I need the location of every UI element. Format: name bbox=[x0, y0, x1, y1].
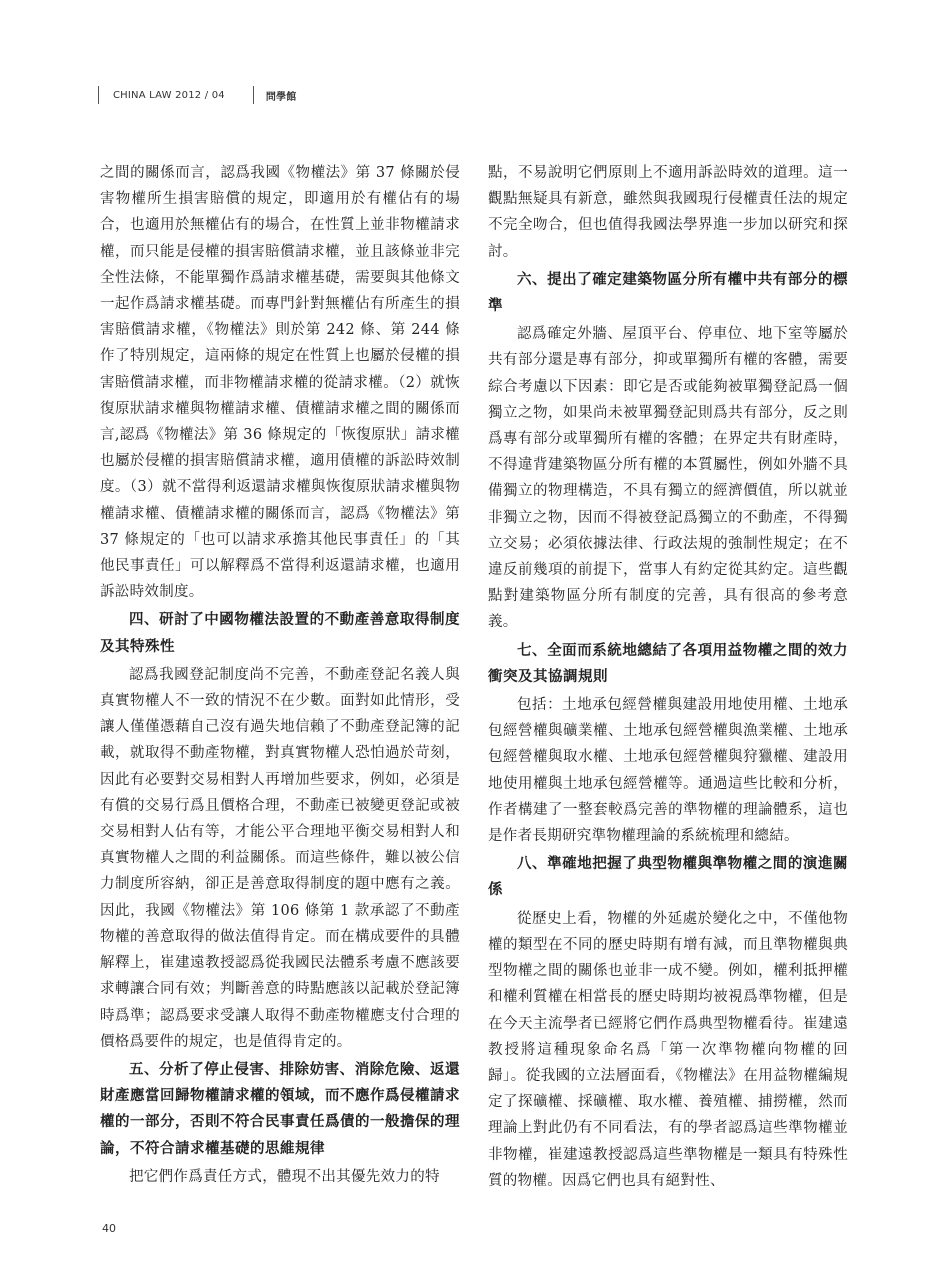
section-heading: 八、準確地把握了典型物權與準物權之間的演進關係 bbox=[488, 856, 848, 899]
paragraph: 認爲我國登記制度尚不完善，不動產登記名義人與真實物權人不一致的情況不在少數。面對如此情形，受讓人僅僅憑藉自己沒有過失地信賴了不動產登記簿的記載，就取得不動產物權，對真實物權人恐怕過於苛刻，因此有必要對交易相對人再增加些要求，例如，必須是有償的交易行爲且價格合理，不動產已被變更登記或被交易相對人佔有等，才能公平合理地平衡交易相對人和真實物權人之間的利益關係。而這些條件，難以被公信力制度所容納，卻正是善意取得制度的題中應有之義。因此，我國《物權法》第 106 條第 1 款承認了不動產物權的善意取得的做法值得肯定。而在構成要件的具體解釋上，崔建遠教授認爲從我國民法體系考慮不應該要求轉讓合同有效；判斷善意的時點應該以記載於登記簿時爲準；認爲要求受讓人取得不動產物權應支付合理的價格爲要件的規定，也是值得肯定的。 bbox=[100, 666, 460, 1050]
section-heading: 七、全面而系統地總結了各項用益物權之間的效力衝突及其協調規則 bbox=[488, 642, 848, 685]
paragraph: 點，不易說明它們原則上不適用訴訟時效的道理。這一觀點無疑具有新意，雖然與我國現行侵權責任法的規定不完全吻合，但也值得我國法學界進一步加以研究和探討。 bbox=[488, 165, 848, 260]
left-column bbox=[100, 160, 460, 1190]
section-heading: 六、提出了確定建築物區分所有權中共有部分的標準 bbox=[488, 271, 848, 315]
paragraph: 包括：土地承包經營權與建設用地使用權、土地承包經營權與礦業權、土地承包經營權與漁業權、土地承包經營權與取水權、土地承包經營權與狩獵權、建設用地使用權與土地承包經營權等。通過這些比較和分析，作者構建了一整套較爲完善的準物權的理論體系，這也是作者長期研究準物權理論的系統梳理和總結。 bbox=[488, 697, 848, 845]
paragraph: 認爲確定外牆、屋頂平台、停車位、地下室等屬於共有部分還是專有部分，抑或單獨所有權的客體，需要綜合考慮以下因素：即它是否或能夠被單獨登記爲一個獨立之物，如果尚未被單獨登記則爲共有部分，反之則爲專有部分或單獨所有權的客體；在界定共有財產時，不得違背建築物區分所有權的本質屬性，例如外牆不具備獨立的物理構造，不具有獨立的經濟價值，所以就並非獨立之物，因而不得被登記爲獨立的不動產，不得獨立交易；必須依據法律、行政法規的強制性規定；在不違反前幾項的前提下，當事人有約定從其約定。這些觀點對建築物區分所有制度的完善，具有很高的參考意義。 bbox=[488, 326, 848, 631]
paragraph: 之間的關係而言，認爲我國《物權法》第 37 條關於侵害物權所生損害賠償的規定，即適用於有權佔有的場合，也適用於無權佔有的場合，在性質上並非物權請求權，而只能是侵權的損害賠償請求權，並且該條並非完全性法條，不能單獨作爲請求權基礎，需要與其他條文一起作爲請求權基礎。而專門針對無權佔有所產生的損害賠償請求權，《物權法》則於第 242 條、第 244 條作了特別規定，這兩條的規定在性質上也屬於侵權的損害賠償請求權，而非物權請求權的從請求權。（2）就恢復原狀請求權與物權請求權、債權請求權之間的關係而言,認爲《物權法》第 36 條規定的「恢復原狀」請求權也屬於侵權的損害賠償請求權，適用債權的訴訟時效制度。（3）就不當得利返還請求權與恢復原狀請求權與物權請求權、債權請求權的關係而言，認爲《物權法》第 37 條規定的「也可以請求承擔其他民事責任」的「其他民事責任」可以解釋爲不當得利返還請求權，也適用訴訟時效制度。 bbox=[100, 165, 460, 601]
section-name: 問學館 bbox=[265, 91, 297, 103]
header-divider bbox=[253, 86, 254, 104]
header-divider bbox=[98, 86, 99, 104]
page-number: 40 bbox=[102, 1222, 116, 1235]
paragraph: 把它們作爲責任方式，體現不出其優先效力的特 bbox=[129, 1168, 440, 1185]
running-header bbox=[98, 86, 296, 104]
section-heading: 四、研討了中國物權法設置的不動產善意取得制度及其特殊性 bbox=[100, 612, 460, 655]
paragraph: 從歷史上看，物權的外延處於變化之中，不僅他物權的類型在不同的歷史時期有增有減，而且準物權與典型物權之間的關係也並非一成不變。例如，權利抵押權和權利質權在相當長的歷史時期均被視爲準物權，但是在今天主流學者已經將它們作爲典型物權看待。崔建遠教授將這種現象命名爲「第一次準物權向物權的回歸」。從我國的立法層面看，《物權法》在用益物權編規定了探礦權、採礦權、取水權、養殖權、捕撈權，然而理論上對此仍有不同看法，有的學者認爲這些準物權並非物權，崔建遠教授認爲這些準物權是一類具有特殊性質的物權。因爲它們也具有絕對性、 bbox=[488, 910, 848, 1189]
right-column bbox=[488, 160, 848, 1194]
section-heading: 五、分析了停止侵害、排除妨害、消除危險、返還財產應當回歸物權請求權的領域，而不應作爲侵權請求權的一部分，否則不符合民事責任爲債的一般擔保的理論，不符合請求權基礎的思維規律 bbox=[100, 1061, 460, 1157]
journal-issue: CHINA LAW 2012 / 04 bbox=[113, 89, 225, 101]
